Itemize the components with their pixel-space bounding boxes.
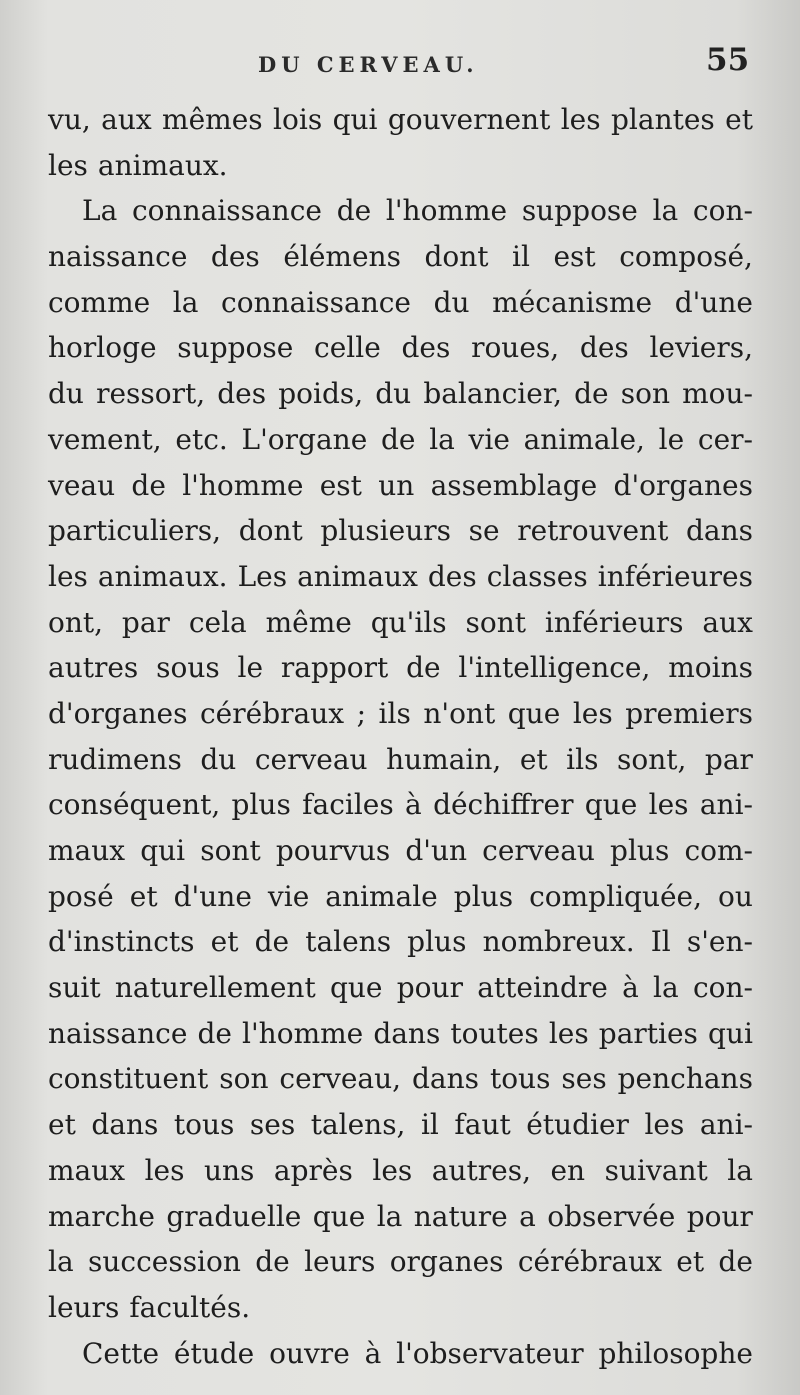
text-line: maux les uns après les autres, en suivant la: [48, 1153, 753, 1187]
text-line: vu, aux mêmes lois qui gouvernent les plantes et: [48, 103, 753, 136]
text-line: naissance de l'homme dans toutes les parties qui: [48, 1016, 753, 1050]
text-line: la succession de leurs organes cérébraux et de: [48, 1245, 753, 1279]
text-line: autres sous le rapport de l'intelligence, moins: [48, 651, 753, 685]
text-line: suit naturellement que pour atteindre à la con-: [48, 971, 753, 1005]
text-line: ont, par cela même qu'ils sont inférieurs aux: [48, 605, 753, 639]
text-line: conséquent, plus faciles à déchiffrer que les ani-: [48, 788, 753, 822]
page-number: 55: [706, 42, 750, 78]
text-line: vement, etc. L'organe de la vie animale, le cer-: [48, 422, 753, 456]
text-line: naissance des élémens dont il est composé,: [48, 240, 753, 274]
text-line: veau de l'homme est un assemblage d'organes: [48, 468, 753, 502]
text-line: horloge suppose celle des roues, des leviers,: [48, 331, 753, 365]
text-line: La connaissance de l'homme suppose la con-: [82, 194, 753, 228]
text-line: et dans tous ses talens, il faut étudier les ani-: [48, 1108, 753, 1142]
text-line: les animaux. Les animaux des classes inférieures: [48, 559, 753, 593]
text-line: du ressort, des poids, du balancier, de son mou-: [48, 377, 753, 411]
text-line: leurs facultés.: [48, 1290, 251, 1324]
text-line: d'instincts et de talens plus nombreux. Il s'en-: [48, 925, 753, 959]
page-header: [0, 42, 800, 82]
text-line: constituent son cerveau, dans tous ses penchans: [48, 1062, 753, 1096]
text-line: d'organes cérébraux ; ils n'ont que les premiers: [48, 696, 753, 730]
text-line: posé et d'une vie animale plus compliquée, ou: [48, 879, 753, 913]
text-line: particuliers, dont plusieurs se retrouvent dans: [48, 514, 753, 548]
running-head: DU CERVEAU.: [258, 52, 479, 77]
text-line: maux qui sont pourvus d'un cerveau plus com-: [48, 834, 753, 867]
text-line: comme la connaissance du mécanisme d'une: [48, 285, 753, 319]
text-line: les animaux.: [48, 148, 228, 182]
body-text: [48, 97, 753, 1376]
text-line: rudimens du cerveau humain, et ils sont, par: [48, 742, 753, 776]
text-line: marche graduelle que la nature a observée pour: [48, 1199, 753, 1233]
text-line: Cette étude ouvre à l'observateur philosophe: [82, 1336, 753, 1370]
